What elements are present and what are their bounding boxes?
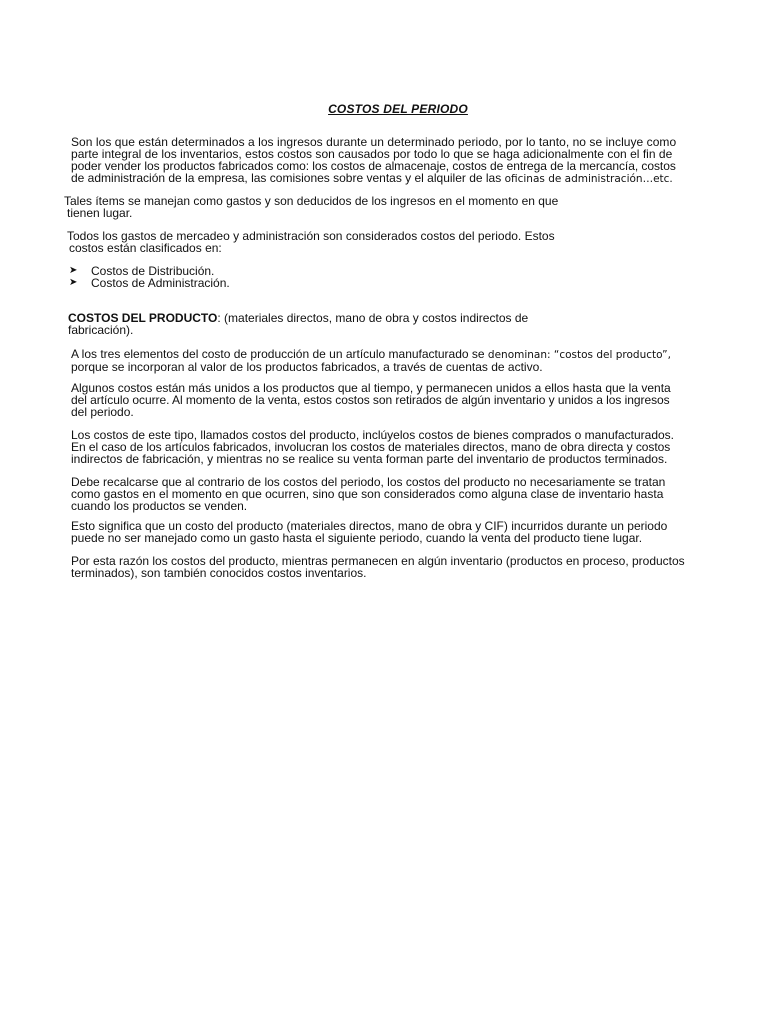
text-line: terminados), son también conocidos costos inventarios. [71, 566, 367, 580]
text-line: tienen lugar. [67, 206, 133, 220]
text-line: Son los que están determinados a los ingresos durante un determinado periodo, por lo tanto, no se incluye como [71, 135, 677, 149]
text-line: del artículo ocurre. Al momento de la venta, estos costos son retirados de algún inventario y unidos a los ingresos [71, 393, 670, 407]
list-item-label: Costos de Administración. [91, 276, 230, 290]
paragraph-items-gastos [64, 195, 624, 219]
text-line: Debe recalcarse que al contrario de los costos del periodo, los costos del producto no necesariamente se tratan [71, 475, 666, 489]
text-line: Por esta razón los costos del producto, mientras permanecen en algún inventario (productos en proceso, productos [71, 554, 685, 568]
paragraph-tres-elementos [71, 348, 715, 373]
cost-classification-list [69, 265, 230, 289]
text-line [71, 172, 715, 185]
list-item [69, 277, 230, 289]
text-line: como gastos en el momento en que ocurren, sino que son considerados como alguna clase de inventario hasta [71, 487, 664, 501]
paragraph-gastos-mercadeo [67, 230, 627, 254]
text-line: fabricación). [68, 323, 134, 337]
text-line: puede no ser manejado como un gasto hasta el siguiente periodo, cuando la venta del producto tiene lugar. [71, 531, 643, 545]
text-line: Los costos de este tipo, llamados costos del producto, inclúyelos costos de bienes comprados o manufacturados. [71, 428, 675, 442]
text-line: porque se incorporan al valor de los productos fabricados, a través de cuentas de activo. [71, 360, 543, 374]
paragraph-costos-del-producto [68, 312, 628, 336]
paragraph-esto-significa [71, 520, 715, 544]
paragraph-algunos-costos [71, 382, 715, 418]
text-line: cuando los productos se venden. [71, 499, 248, 513]
text-line: costos están clasificados en: [69, 241, 222, 255]
list-item-label: Costos de Distribución. [91, 264, 215, 278]
text-fragment: A los tres elementos del costo de producción de un artículo manufacturado se [71, 347, 485, 361]
text-line: del periodo. [71, 405, 134, 419]
text-fragment: : (materiales directos, mano de obra y costos indirectos de [217, 311, 529, 325]
arrow-bullet-icon: ➤ [69, 265, 78, 276]
arrow-bullet-icon: ➤ [69, 277, 78, 288]
text-line: En el caso de los artículos fabricados, involucran los costos de materiales directos, mano de obra directa y costos [71, 440, 671, 454]
text-line: poder vender los productos fabricados como: los costos de almacenaje, costos de entrega de la mercancía, costos [71, 159, 676, 173]
text-line: Algunos costos están más unidos a los productos que al tiempo, y permanecen unidos a ellos hasta que la venta [71, 381, 671, 395]
text-line: Tales ítems se manejan como gastos y son deducidos de los ingresos en el momento en que [64, 194, 559, 208]
text-fragment: oficinas de administración…etc. [504, 173, 673, 185]
text-line: indirectos de fabricación, y mientras no se realice su venta forman parte del inventario de productos terminados. [71, 452, 668, 466]
paragraph-por-esta-razon [71, 555, 715, 579]
paragraph-periodo-definition [71, 136, 715, 185]
text-line: Todos los gastos de mercadeo y administración son considerados costos del periodo. Estos [67, 229, 555, 243]
section-heading-costos-del-producto: COSTOS DEL PRODUCTO [68, 311, 218, 325]
text-line: Esto significa que un costo del producto (materiales directos, mano de obra y CIF) incurridos durante un periodo [71, 519, 668, 533]
text-line [68, 312, 628, 324]
text-line: parte integral de los inventarios, estos costos son causados por todo lo que se haga adicionalmente con el fin de [71, 147, 673, 161]
paragraph-debe-recalcarse [71, 476, 715, 512]
section-title-costos-del-periodo: COSTOS DEL PERIODO [328, 102, 468, 116]
paragraph-costos-este-tipo [71, 429, 715, 465]
text-fragment: denominan: “costos del producto”, [487, 349, 671, 361]
text-fragment: de administración de la empresa, las comisiones sobre ventas y el alquiler de las [71, 171, 502, 185]
